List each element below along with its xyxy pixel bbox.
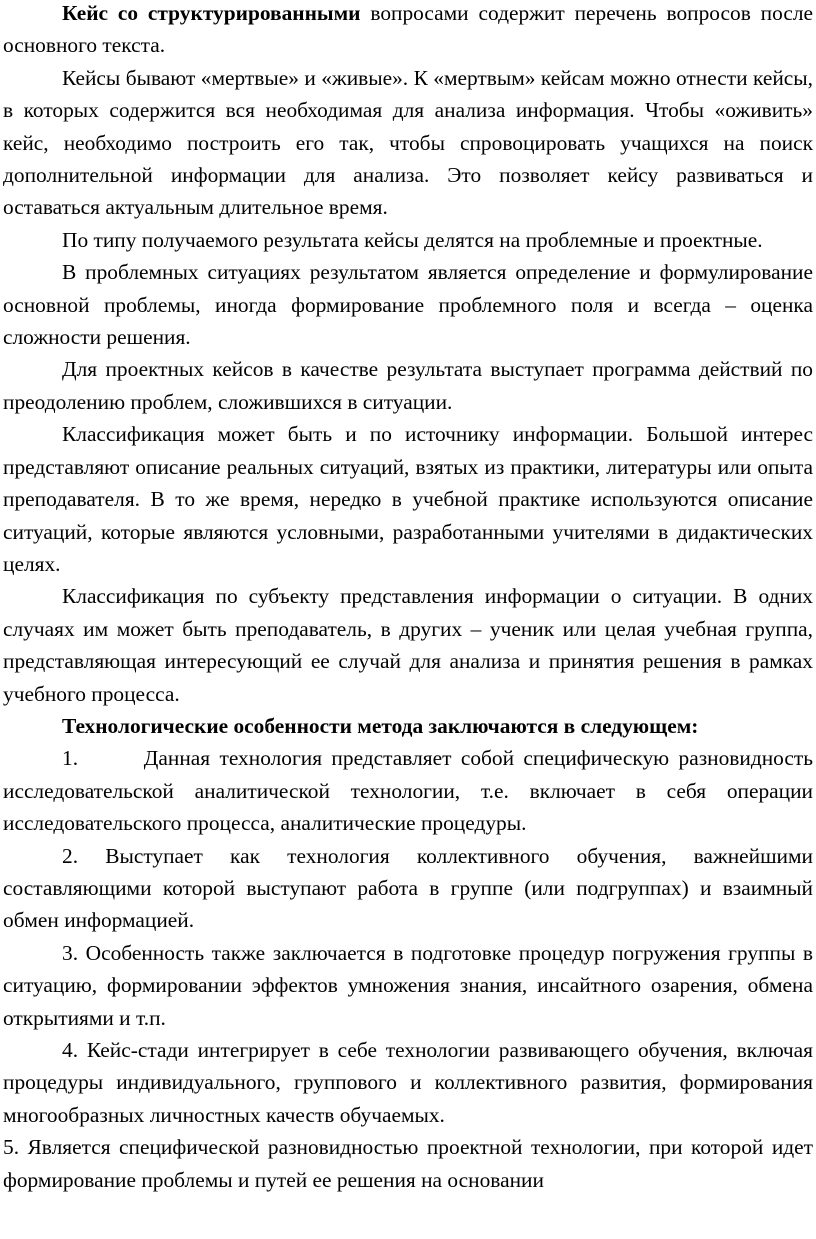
paragraph-result-type: По типу получаемого результата кейсы делятся на проблемные и проектные. xyxy=(62,227,763,252)
list-item-5: 5. Является специфической разновидностью проектной технологии, при которой идет формирование проблемы и путей ее решения на основании xyxy=(3,1135,813,1192)
paragraph-problem-situations: В проблемных ситуациях результатом является определение и формулирование основной проблемы, иногда формирование проблемного поля и всегда – оценка сложности решения. xyxy=(3,260,813,350)
list-item-3: 3. Особенность также заключается в подготовке процедур погружения группы в ситуацию, формировании эффектов умножения знания, инсайтного озарения, обмена открытиями и т.п. xyxy=(3,940,813,1030)
paragraph-project-cases: Для проектных кейсов в качестве результата выступает программа действий по преодолению проблем, сложившихся в ситуации. xyxy=(3,357,813,414)
paragraph-structured-questions xyxy=(3,0,813,62)
section-heading: Технологические особенности метода заключаются в следующем: xyxy=(62,713,699,738)
paragraph-subject-classification: Классификация по субъекту представления информации о ситуации. В одних случаях им может быть преподаватель, в других – ученик или целая учебная группа, представляющая интересующий ее случай для анализа и принятия решения в рамках учебного процесса. xyxy=(3,584,813,706)
list-item-1: 1. Данная технология представляет собой специфическую разновидность исследовательской аналитической технологии, т.е. включает в себя операции исследовательского процесса, аналитические процедуры. xyxy=(3,746,813,836)
paragraph-source-classification: Классификация может быть и по источнику информации. Большой интерес представляют описание реальных ситуаций, взятых из практики, литературы или опыта преподавателя. В то же время, нередко в учебной практике используются описание ситуаций, которые являются условными, разработанными учителями в дидактических целях. xyxy=(3,422,813,576)
list-item-2: 2. Выступает как технология коллективного обучения, важнейшими составляющими которой выступают работа в группе (или подгруппах) и взаимный обмен информацией. xyxy=(3,843,813,933)
bold-lead: Кейс со структурированными xyxy=(62,1,361,25)
paragraph-dead-live-cases: Кейсы бывают «мертвые» и «живые». К «мертвым» кейсам можно отнести кейсы, в которых содержится вся необходимая для анализа информация. Чтобы «оживить» кейс, необходимо построить его так, чтобы спровоцировать учащихся на поиск дополнительной информации для анализа. Это позволяет кейсу развиваться и оставаться актуальным длительное время. xyxy=(3,65,813,220)
list-item-4: 4. Кейс-стади интегрирует в себе технологии развивающего обучения, включая процедуры индивидуального, группового и коллективного развития, формирования многообразных личностных качеств обучаемых. xyxy=(3,1038,813,1127)
paragraph-text: вопросами содержит перечень вопросов после основного текста. xyxy=(3,1,813,58)
